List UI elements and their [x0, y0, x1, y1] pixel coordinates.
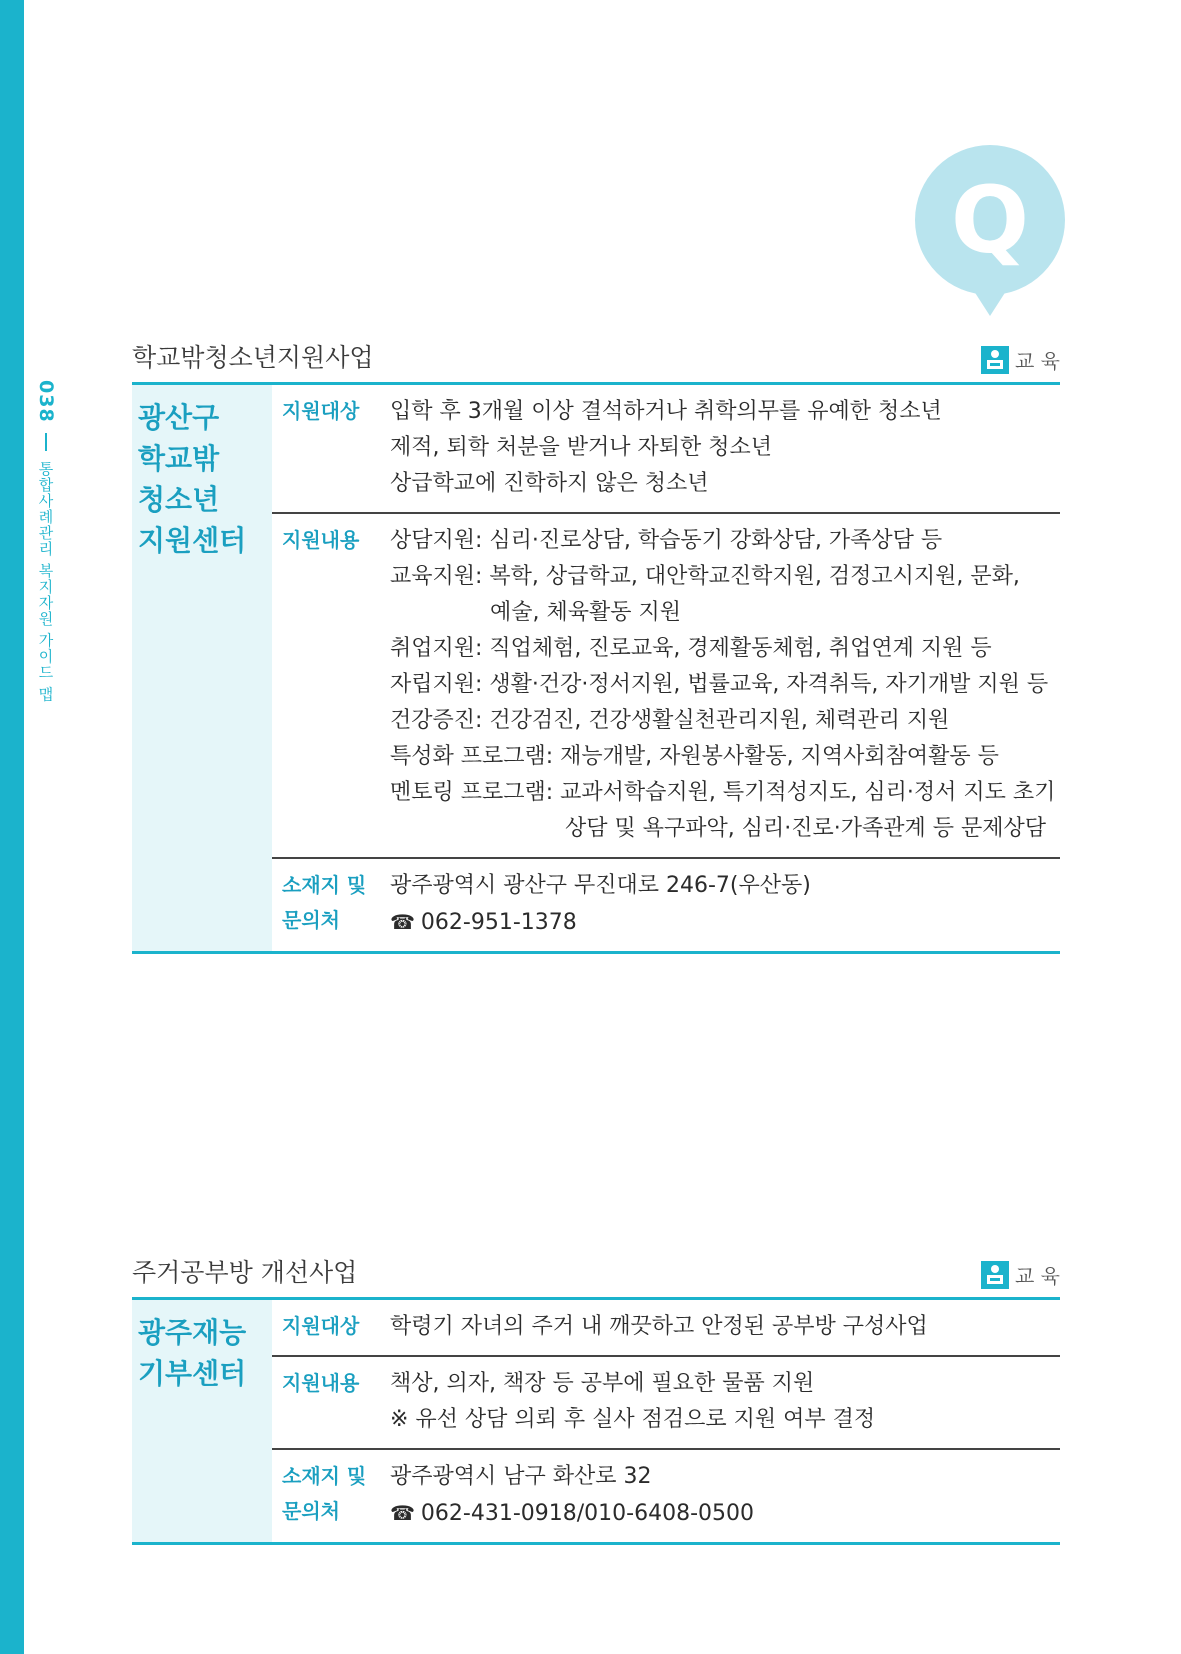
org-name-line: 기부센터: [138, 1357, 247, 1390]
side-divider: [45, 433, 47, 451]
education-icon: [981, 1261, 1009, 1289]
row-content-support: [390, 1366, 1060, 1438]
row-label-content: 지원내용: [282, 1371, 360, 1395]
q-letter: Q: [950, 167, 1030, 274]
category-badge: [981, 1260, 1060, 1289]
org-name-line: 광주재능: [138, 1316, 247, 1349]
phone-number: 062-431-0918/010-6408-0500: [420, 1501, 755, 1526]
org-name-line: 학교밖: [138, 442, 220, 475]
content-line: 상담지원: 심리·진로상담, 학습동기 강화상담, 가족상담 등: [390, 528, 943, 553]
section-title: 주거공부방 개선사업: [132, 1258, 358, 1287]
phone-icon: ☎: [390, 1501, 415, 1525]
row-label-target: 지원대상: [282, 1314, 360, 1338]
section-body: [132, 1300, 1060, 1542]
row-content-contact: [390, 868, 1060, 941]
contact-label-line: 소재지 및: [282, 873, 367, 897]
row-content-contact: [390, 1459, 1060, 1532]
side-color-strip: [0, 0, 24, 1654]
target-line: 학령기 자녀의 주거 내 깨끗하고 안정된 공부방 구성사업: [390, 1314, 928, 1339]
phone-number: 062-951-1378: [420, 910, 577, 935]
row-content: [272, 514, 1060, 859]
row-contact: [272, 859, 1060, 951]
content-line: 상담 및 욕구파악, 심리·진로·가족관계 등 문제상담: [565, 816, 1046, 841]
info-rows: [272, 385, 1060, 951]
content-line: 예술, 체육활동 지원: [490, 600, 681, 625]
row-contact: [272, 1450, 1060, 1542]
section-bottom-rule: [132, 951, 1060, 954]
section-study-room-improvement: [132, 1255, 1060, 1545]
org-name-line: 지원센터: [138, 524, 247, 557]
education-icon: [981, 346, 1009, 374]
section-header: [132, 1255, 1060, 1297]
content-line: 책상, 의자, 책장 등 공부에 필요한 물품 지원: [390, 1371, 815, 1396]
row-label-content: 지원내용: [282, 528, 360, 552]
organization-name: [132, 385, 272, 951]
organization-name: [132, 1300, 272, 1542]
book-title: 통합사례관리 복지자원 가이드 맵: [36, 460, 55, 702]
row-content-target: [390, 394, 1060, 502]
org-name-line: 청소년: [138, 483, 220, 516]
phone-line: [390, 904, 1060, 941]
target-line: 제적, 퇴학 처분을 받거나 자퇴한 청소년: [390, 435, 772, 460]
category-badge: [981, 345, 1060, 374]
contact-label-line: 문의처: [282, 1499, 340, 1523]
page-number: 038: [35, 380, 57, 423]
content-line: ※ 유선 상담 의뢰 후 실사 점검으로 지원 여부 결정: [390, 1407, 876, 1432]
phone-line: [390, 1495, 1060, 1532]
row-target: [272, 385, 1060, 514]
row-label-contact: [272, 1459, 390, 1532]
content-line: 건강증진: 건강검진, 건강생활실천관리지원, 체력관리 지원: [390, 708, 950, 733]
section-header: [132, 340, 1060, 382]
contact-label-line: 문의처: [282, 908, 340, 932]
address: 광주광역시 광산구 무진대로 246-7(우산동): [390, 873, 811, 898]
section-school-outside-youth: [132, 340, 1060, 954]
content-line: 자립지원: 생활·건강·정서지원, 법률교육, 자격취득, 자기개발 지원 등: [390, 672, 1049, 697]
target-line: 상급학교에 진학하지 않은 청소년: [390, 471, 709, 496]
section-title: 학교밖청소년지원사업: [132, 343, 374, 372]
category-label: 교 육: [1015, 349, 1060, 373]
info-rows: [272, 1300, 1060, 1542]
row-content: [272, 1357, 1060, 1450]
content-line: 멘토링 프로그램: 교과서학습지원, 특기적성지도, 심리·정서 지도 초기: [390, 780, 1056, 805]
section-body: [132, 385, 1060, 951]
section-bottom-rule: [132, 1542, 1060, 1545]
org-name-line: 광산구: [138, 401, 220, 434]
category-label: 교 육: [1015, 1264, 1060, 1288]
row-label-contact: [272, 868, 390, 941]
address: 광주광역시 남구 화산로 32: [390, 1464, 652, 1489]
row-content-support: [390, 523, 1060, 847]
target-line: 입학 후 3개월 이상 결석하거나 취학의무를 유예한 청소년: [390, 399, 942, 424]
content-line: 특성화 프로그램: 재능개발, 자원봉사활동, 지역사회참여활동 등: [390, 744, 999, 769]
row-label-target: 지원대상: [282, 399, 360, 423]
row-content-target: [390, 1309, 1060, 1345]
row-target: [272, 1300, 1060, 1357]
side-running-header: [34, 380, 58, 702]
contact-label-line: 소재지 및: [282, 1464, 367, 1488]
content-line: 교육지원: 복학, 상급학교, 대안학교진학지원, 검정고시지원, 문화,: [390, 564, 1020, 589]
content-line: 취업지원: 직업체험, 진로교육, 경제활동체험, 취업연계 지원 등: [390, 636, 992, 661]
phone-icon: ☎: [390, 910, 415, 934]
q-speech-bubble-icon: [910, 140, 1075, 320]
